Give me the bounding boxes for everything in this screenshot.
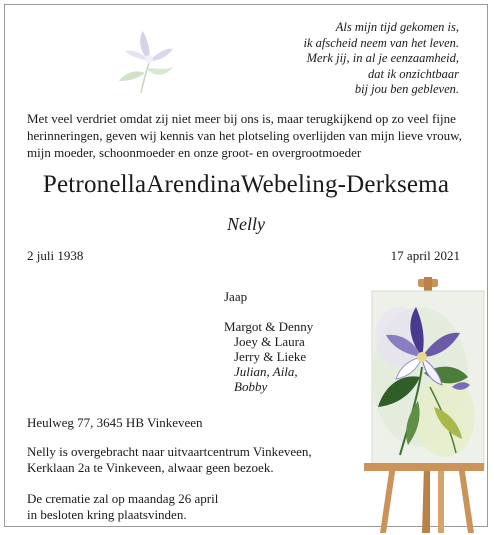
poem (304, 20, 460, 98)
family-great-grandchildren: Julian, Aila, (234, 364, 298, 379)
family-children: Margot & Denny (224, 319, 314, 334)
family-spacer (224, 304, 313, 319)
family-grandchildren: Joey & Laura (234, 334, 305, 349)
cremation-line: in besloten kring plaatsvinden. (27, 507, 187, 522)
family-grandchildren: Jerry & Lieke (234, 349, 307, 364)
cremation-paragraph (27, 491, 218, 523)
death-date: 17 april 2021 (390, 248, 460, 263)
cremation-line: De crematie zal op maandag 26 april (27, 491, 219, 506)
family-list (224, 289, 313, 394)
easel-flower-painting (360, 277, 488, 535)
intro-paragraph: Met veel verdriet omdat zij niet meer bij ons is, maar terugkijkend op zo veel fijne herinneringen, geven wij kennis van het plotseling overlijden van mijn lieve vrouw, mijn moeder, schoonmoeder en onze groot- en overgrootmoeder (27, 111, 462, 160)
notice-line: Kerklaan 2a te Vinkeveen, alwaar geen bezoek. (27, 460, 274, 475)
faded-flower-icon (115, 23, 179, 95)
address: Heulweg 77, 3645 HB Vinkeveen (27, 415, 203, 430)
poem-line: Als mijn tijd gekomen is, (335, 20, 459, 34)
notice-paragraph (27, 444, 312, 476)
birth-date: 2 juli 1938 (27, 248, 84, 263)
poem-line: ik afscheid neem van het leven. (303, 35, 459, 50)
poem-line: bij jou ben gebleven. (354, 82, 459, 96)
poem-line: dat ik onzichtbaar (368, 66, 459, 81)
deceased-name: PetronellaArendinaWebeling-Derksema (42, 171, 450, 198)
family-spouse: Jaap (224, 289, 248, 304)
poem-line: Merk jij, in al je eenzaamheid, (306, 51, 459, 65)
memorial-card (4, 4, 488, 527)
notice-line: Nelly is overgebracht naar uitvaartcentrum Vinkeveen, (27, 444, 312, 459)
deceased-nickname: Nelly (227, 214, 265, 234)
family-great-grandchildren: Bobby (234, 379, 268, 394)
